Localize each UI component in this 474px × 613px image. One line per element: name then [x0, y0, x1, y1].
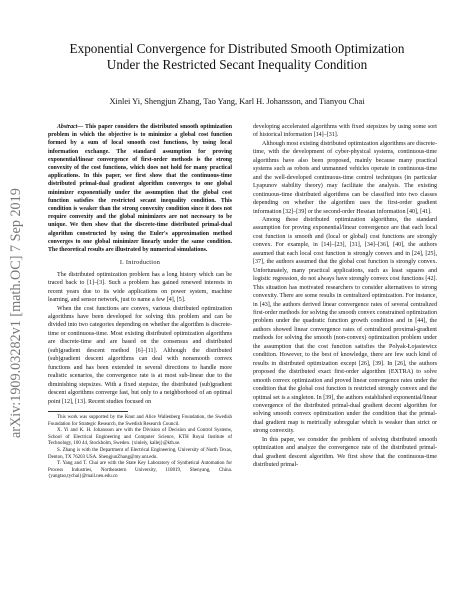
abstract-label: Abstract — [57, 124, 78, 130]
arxiv-stamp-text: arXiv:1909.03282v1 [math.OC] 7 Sep 2019 — [8, 188, 24, 438]
abstract — [48, 123, 232, 254]
author-list: Xinlei Yi, Shengjun Zhang, Tao Yang, Karl H. Johansson, and Tianyou Chai — [109, 97, 365, 106]
footnote-affiliation-unt: S. Zhang is with the Department of Electrical Engineering, University of North Texas, Denton, TX 76203 USA. ShengjunZhang@my.unt.edu. — [48, 447, 232, 460]
footnote-rule — [48, 411, 128, 412]
section-heading-introduction: I. Introduction — [119, 259, 161, 267]
right-column — [253, 123, 437, 470]
paragraph: Among these distributed optimization algorithms, the standard assumption for proving exponential/linear convergence are that each local cost function is smooth and (local or global) cost functions are strongly convex. For example, in [14]–[23], [31], [34]–[36], [40], the authors assumed that each local cost function is strongly convex and in [24], [25], [37], the authors assumed that the global cost function is strongly convex. Unfortunately, many practical applications, such as least squares and logistic regression, do not always have strongly convex cost functions [42]. This situation has motivated researchers to consider alternatives to strong convexity. There are some results in centralized optimization. For instance, in [43], the authors derived linear convergence rates of several centralized first-order methods for solving the smooth convex constrained optimization problem under the quadratic function growth condition and in [44], the authors showed linear convergence rates of centralized proximal-gradient methods for solving the smooth (non-convex) optimization problem under the assumption that the cost function satisfies the Polyak-Łojasiewicz condition. However, to the best of knowledge, there are few such kind of results in distributed optimization except [26], [39]. In [26], the authors proposed the distributed exact first-order algorithm (EXTRA) to solve smooth convex optimization and proved linear convergence rates under the condition that the global cost function is restricted strongly convex and the optimal set is a singleton. In [39], the authors established exponential/linear convergence of the distributed primal-dual gradient decent algorithm for solving smooth convex optimization under the condition that the primal-dual gradient map is metrically subregular which is weaker than strict or strong convexity. — [253, 216, 437, 435]
paragraph: Although most existing distributed optimization algorithms are discrete-time, with the development of cyber-physical systems, continuous-time algorithms have also been proposed, mainly because many practical systems such as robots and unmanned vehicles operate in continuous-time and the well-developed continuous-time control techniques (in particular Lyapunov stability theory) may facilitate the analysis. The existing continuous-time distributed algorithms can be classified into two classes depending on whether the algorithm uses the first-order gradient information [32]–[39] or the second-order Hessian information [40], [41]. — [253, 140, 437, 215]
paper-title-line2: Under the Restricted Secant Inequality Condition — [106, 57, 368, 72]
abstract-text: — This paper considers the distributed smooth optimization problem in which the objective is to minimize a global cost function formed by a sum of local smooth cost functions, by using local information exchange. The standard assumption for proving exponential/linear convergence of first-order methods is the strong convexity of the cost functions, which does not hold for many practical applications. In this paper, we first show that the continuous-time distributed primal-dual gradient algorithm converges to one global minimizer exponentially under the assumption that the global cost function satisfies the restricted secant inequality condition. This condition is weaker than the strong convexity condition since it does not require convexity and the global minimizers are not necessary to be unique. We then show that the discrete-time distributed primal-dual algorithm constructed by using the Euler's approximation method converges to one global minimizer linearly under the same condition. The theoretical results are illustrated by numerical simulations. — [48, 124, 232, 254]
paragraph: When the cost functions are convex, various distributed optimization algorithms have been developed for solving this problem and can be divided into two categories depending on whether the algorithm is discrete-time or continuous-time. Most existing distributed optimization algorithms are discrete-time and are based on the consensus and distributed (sub)gradient descent method [6]–[11]. Although the distributed (sub)gradient descent algorithms can deal with nonsmooth convex functions and has been extended in several directions to handle more realistic scenarios, the convergence rate is at most sub-linear due to the diminishing stepsizes. With a fixed stepsize, the distributed (sub)gradient descent algorithms converge fast, but only to a neighborhood of an optimal point [12], [13]. Recent studies focused on — [48, 305, 232, 405]
footnote-affiliation-neu: T. Yang and T. Chai are with the State Key Laboratory of Synthetical Automation for Process Industries, Northeastern University, 110819, Shenyang, China. {yangtao,tychai}@mail.neu.edu.cn — [48, 461, 232, 480]
footnote-affiliation-kth: X. Yi and K. H. Johansson are with the Division of Decision and Control Systems, School of Electrical Engineering and Computer Science, KTH Royal Institute of Technology, 100 44, Stockholm, Sweden. {xinleiy, kallej}@kth.se. — [48, 428, 232, 447]
paragraph: The distributed optimization problem has a long history which can be traced back to [1]–[3]. Such a problem has gained renewed interests in recent years due to its wide applications on power system, machine learning, and sensor network, just to name a few [4], [5]. — [48, 271, 232, 304]
paper-title-line1: Exponential Convergence for Distributed Smooth Optimization — [69, 41, 405, 56]
left-column — [48, 123, 232, 481]
arxiv-stamp — [4, 150, 26, 440]
paragraph: developing accelerated algorithms with fixed stepsizes by using some sort of historical information [14]–[31]. — [253, 124, 437, 139]
footnote-funding: This work was supported by the Knut and Alice Wallenberg Foundation, the Swedish Foundation for Strategic Research, the Swedish Research Council. — [48, 414, 232, 427]
paragraph: In this paper, we consider the problem of solving distributed smooth optimization and analyze the convergence rate of the distributed primal-dual gradient descent algorithm. We first show that the continuous-time distributed primal- — [253, 436, 437, 469]
